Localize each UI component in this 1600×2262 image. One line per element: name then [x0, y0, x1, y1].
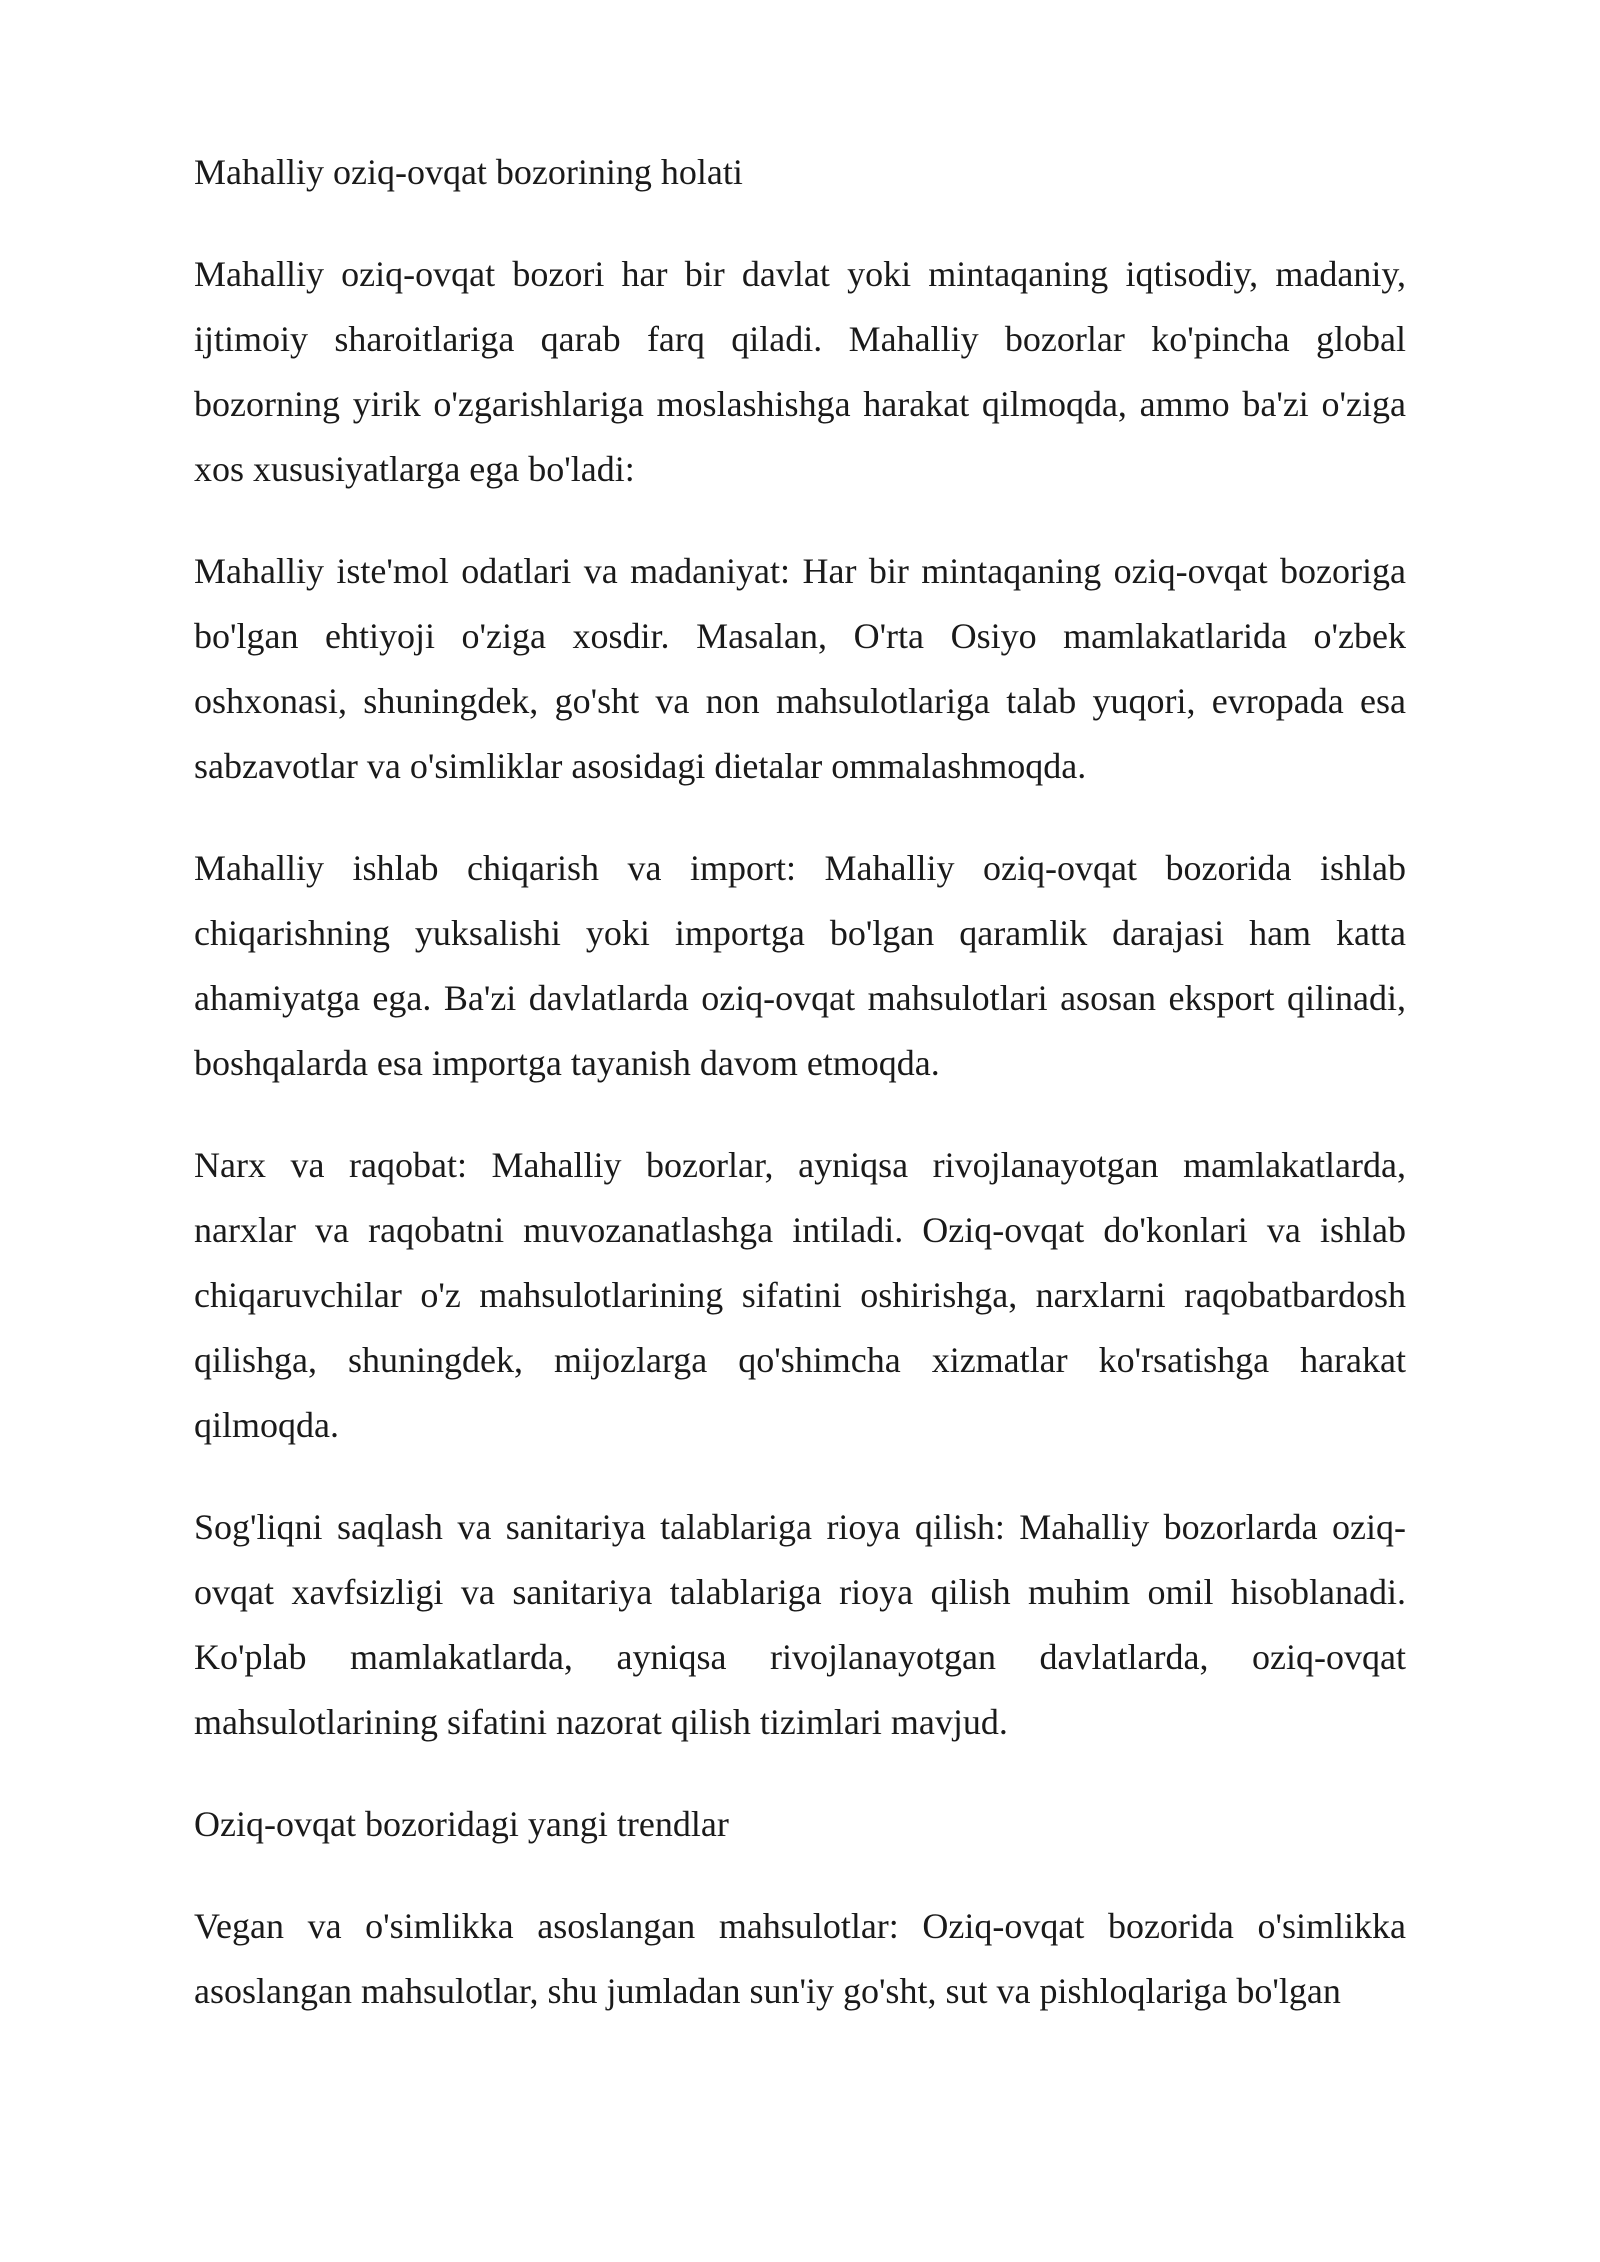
document-body — [194, 140, 1406, 2024]
paragraph-health-sanitation: Sog'liqni saqlash va sanitariya talablariga rioya qilish: Mahalliy bozorlarda oziq-ovqat xavfsizligi va sanitariya talablariga rioya qilish muhim omil hisoblanadi. Ko'plab mamlakatlarda, ayniqsa rivojlanayotgan davlatlarda, oziq-ovqat mahsulotlarining sifatini nazorat qilish tizimlari mavjud. — [194, 1507, 1406, 1742]
paragraph-production-import: Mahalliy ishlab chiqarish va import: Mahalliy oziq-ovqat bozorida ishlab chiqarishning yuksalishi yoki importga bo'lgan qaramlik darajasi ham katta ahamiyatga ega. Ba'zi davlatlarda oziq-ovqat mahsulotlari asosan eksport qilinadi, boshqalarda esa importga tayanish davom etmoqda. — [194, 848, 1406, 1083]
paragraph-price-competition: Narx va raqobat: Mahalliy bozorlar, ayniqsa rivojlanayotgan mamlakatlarda, narxlar va raqobatni muvozanatlashga intiladi. Oziq-ovqat do'konlari va ishlab chiqaruvchilar o'z mahsulotlarining sifatini oshirishga, narxlarni raqobatbardosh qilishga, shuningdek, mijozlarga qo'shimcha xizmatlar ko'rsatishga harakat qilmoqda. — [194, 1145, 1406, 1445]
section-heading-market-state: Mahalliy oziq-ovqat bozorining holati — [194, 152, 743, 192]
paragraph-vegan-products: Vegan va o'simlikka asoslangan mahsulotlar: Oziq-ovqat bozorida o'simlikka asoslangan mahsulotlar, shu jumladan sun'iy go'sht, sut va pishloqlariga bo'lgan — [194, 1906, 1406, 2011]
paragraph-consumption-habits: Mahalliy iste'mol odatlari va madaniyat: Har bir mintaqaning oziq-ovqat bozoriga bo'lgan ehtiyoji o'ziga xosdir. Masalan, O'rta Osiyo mamlakatlarida o'zbek oshxonasi, shuningdek, go'sht va non mahsulotlariga talab yuqori, evropada esa sabzavotlar va o'simliklar asosidagi dietalar ommalashmoqda. — [194, 551, 1406, 786]
paragraph-intro: Mahalliy oziq-ovqat bozori har bir davlat yoki mintaqaning iqtisodiy, madaniy, ijtimoiy sharoitlariga qarab farq qiladi. Mahalliy bozorlar ko'pincha global bozorning yirik o'zgarishlariga moslashishga harakat qilmoqda, ammo ba'zi o'ziga xos xususiyatlarga ega bo'ladi: — [194, 254, 1406, 489]
section-heading-new-trends: Oziq-ovqat bozoridagi yangi trendlar — [194, 1804, 729, 1844]
